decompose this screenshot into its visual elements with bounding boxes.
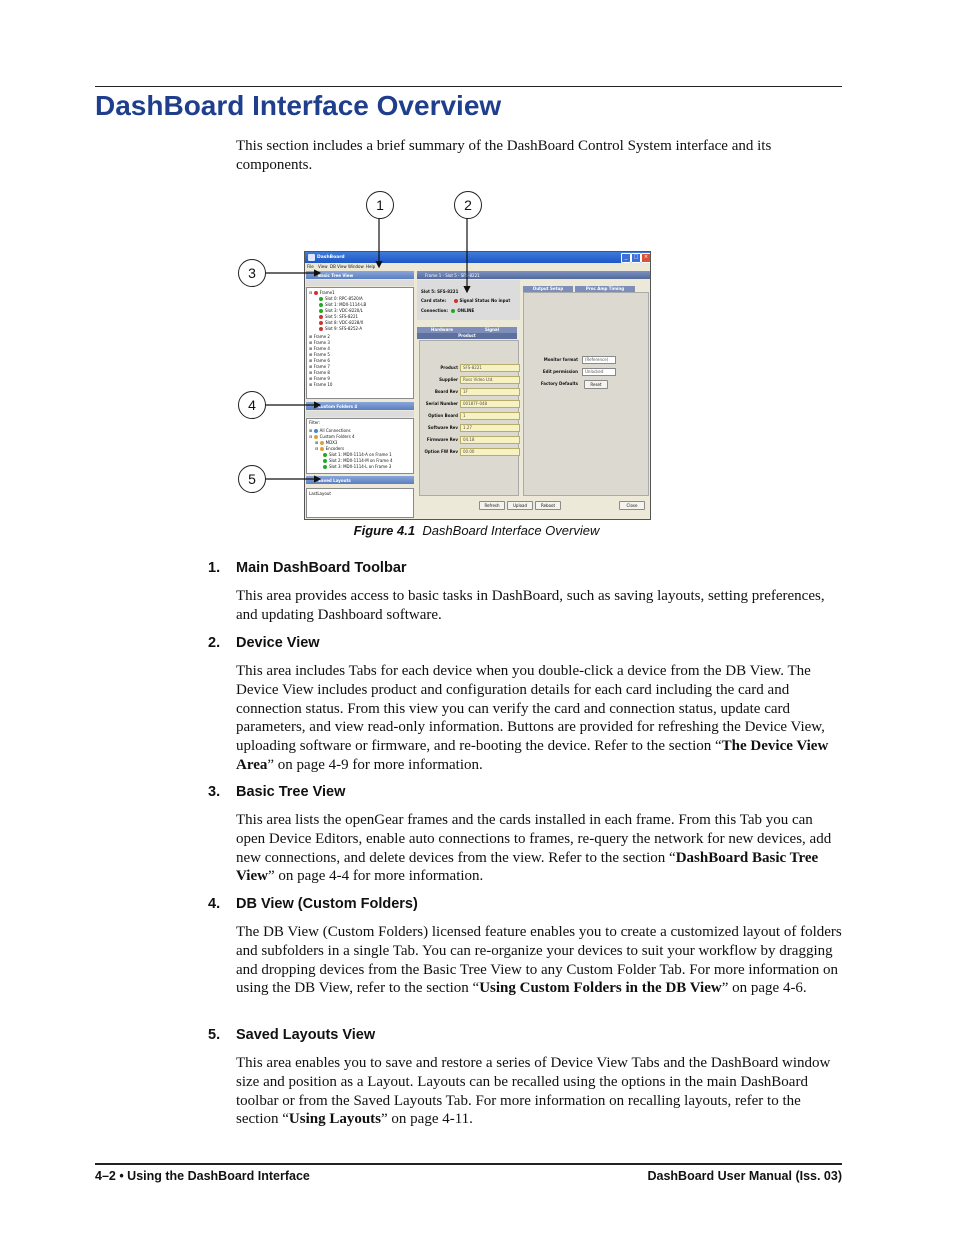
saved-layouts-pane <box>306 488 414 518</box>
footer-right: DashBoard User Manual (Iss. 03) <box>647 1169 842 1183</box>
tab-hardware: Hardware <box>417 327 467 333</box>
section-heading-1: 1. Main DashBoard Toolbar <box>208 560 407 576</box>
tree-row: ⊟ Custom Folders 4 <box>309 434 355 439</box>
tree-row: Slot 9: SFS-8252-A <box>319 326 362 331</box>
device-button-bar <box>417 497 650 519</box>
field-value: 00.00 <box>460 448 520 456</box>
field-value: 04.18 <box>460 436 520 444</box>
field-value: 1F <box>460 388 520 396</box>
tree-row: ⊞ Frame 9 <box>309 376 330 381</box>
tab-output-setup: Output Setup <box>523 286 573 292</box>
section-text-1: This area provides access to basic tasks in DashBoard, such as saving layouts, setting preferences, and updating Dashboard software. <box>236 588 825 623</box>
tree-row: Slot 8: VDC-8228/X <box>319 320 363 325</box>
card-state: Card state: Signal Status No input <box>421 298 511 303</box>
saved-layout-item: LastLayout <box>309 491 331 496</box>
close-button: Close <box>619 501 645 510</box>
tree-row: ⊟ Frame1 <box>309 290 335 295</box>
field-value: SFS-8221 <box>460 364 520 372</box>
menu-file: File <box>307 264 314 269</box>
custom-folders-pane <box>306 418 414 474</box>
saved-layouts-header <box>306 476 414 484</box>
upload-button: Upload <box>507 501 533 510</box>
setting-label: Edit permission <box>542 369 578 374</box>
field-value: 1 <box>460 412 520 420</box>
section-heading-2: 2. Device View <box>208 635 320 651</box>
app-logo-icon <box>308 254 315 261</box>
footer-left: 4–2 • Using the DashBoard Interface <box>95 1169 310 1183</box>
basic-tree-header <box>306 271 414 279</box>
custom-folders-header <box>306 402 414 410</box>
field-label: Firmware Rev <box>426 437 458 442</box>
tree-row: ⊞ Frame 10 <box>309 382 333 387</box>
basic-tree-title: Basic Tree View <box>318 273 354 278</box>
saved-layouts-title: Saved Layouts <box>318 478 351 483</box>
tree-row: Slot 1: MDX-1114-A on Frame 1 <box>323 452 392 457</box>
page-title: DashBoard Interface Overview <box>95 90 502 121</box>
device-info-panel <box>417 280 520 320</box>
section-heading-4: 4. DB View (Custom Folders) <box>208 896 418 912</box>
field-label: Serial Number <box>425 401 458 406</box>
tree-row: ⊞ MDX3 <box>315 440 338 445</box>
device-tab-label: Frame 1 - Slot 5 - SFS-8221 <box>425 273 480 278</box>
tree-row: ⊞ Frame 6 <box>309 358 330 363</box>
field-value: 1.27 <box>460 424 520 432</box>
close-icon: × <box>641 253 651 263</box>
figure-caption-text: DashBoard Interface Overview <box>422 523 600 538</box>
tree-row: Slot 0: RPC-8520/A <box>319 296 363 301</box>
connection-state: Connection: ONLINE <box>421 308 475 313</box>
device-tab-header <box>417 271 650 279</box>
tree-row: ⊞ Frame 5 <box>309 352 330 357</box>
reset-button: Reset <box>584 380 608 389</box>
tree-row: ⊞ Frame 3 <box>309 340 330 345</box>
field-label: Software Rev <box>427 425 458 430</box>
callout-2: 2 <box>454 191 482 219</box>
main-menubar <box>305 263 650 270</box>
edit-permission-select: Unlocked <box>582 368 616 376</box>
basic-tree-toolbar <box>306 280 414 286</box>
section-text-4: The DB View (Custom Folders) licensed feature enables you to create a customized layout of folders and subfolders in a single Tab. You can re-organize your devices to suit your workflow by dragging and dropping devices from the Basic Tree View to any Custom Folder Tab. For more information on using the DB View, refer to the section “Using Custom Folders in the DB View” on page 4-6. <box>236 924 842 997</box>
window-title: DashBoard <box>317 255 345 260</box>
section-text-5: This area enables you to save and restore a series of Device View Tabs and the DashBoard window size and position as a Layout. Layouts can be recalled using the options in the main DashBoard toolbar or from the Saved Layouts Tab. For more information on recalling layouts, refer to the section “Using Layouts” on page 4-11. <box>236 1055 831 1128</box>
field-label: Option Board <box>428 413 458 418</box>
tree-row: ⊟ Encoders <box>315 446 345 451</box>
callout-1: 1 <box>366 191 394 219</box>
tree-row: Slot 5: SFS-8221 <box>319 314 358 319</box>
custom-folders-toolbar <box>306 411 414 417</box>
setting-label: Factory Defaults <box>540 381 578 386</box>
field-label: Board Rev <box>434 389 458 394</box>
tab-proc-amp-timing: Proc Amp Timing <box>575 286 635 292</box>
section-text-2: This area includes Tabs for each device when you double-click a device from the DB View. The Device View includes product and configuration details for each card including the card and connection status. From this view you can verify the card and connection status, update card parameters, and view read-only information. Buttons are provided for refreshing the Device View, uploading software or firmware, and re-booting the device. Refer to the section “The Device View Area” on page 4-9 for more information. <box>236 663 829 773</box>
product-panel <box>419 340 519 496</box>
minimize-icon: _ <box>621 253 631 263</box>
tab-product: Product <box>417 333 517 339</box>
tree-row: Slot 2: MDX-1114-M on Frame 4 <box>323 458 393 463</box>
device-slot: Slot 5: SFS-8221 <box>421 289 459 294</box>
field-label: Supplier <box>439 377 458 382</box>
custom-folders-title: Custom Folders 4 <box>318 404 358 409</box>
tree-row: ⊞ Frame 2 <box>309 334 330 339</box>
section-text-3: This area lists the openGear frames and the cards installed in each frame. From this Tab you can open Device Editors, enable auto connections to frames, re-query the network for new devices, add new connections, and delete devices from the view. Refer to the section “DashBoard Basic Tree View” on page 4-4 for more information. <box>236 812 832 885</box>
window-titlebar <box>305 252 650 263</box>
callout-5: 5 <box>238 465 266 493</box>
field-value: 00187F-048 <box>460 400 520 408</box>
callout-4: 4 <box>238 391 266 419</box>
menu-window: Window <box>348 264 364 269</box>
tree-row: Slot 1: MDX-1114-LB <box>319 302 366 307</box>
tree-row: Slot 3: MDX-1114-L on Frame 3 <box>323 464 391 469</box>
section-heading-5: 5. Saved Layouts View <box>208 1027 376 1043</box>
refresh-button: Refresh <box>479 501 505 510</box>
field-value: Ross Video Ltd. <box>460 376 520 384</box>
tree-row: ⊞ Frame 7 <box>309 364 330 369</box>
tree-row: ⊞ All Connections <box>309 428 351 433</box>
section-heading-3: 3. Basic Tree View <box>208 784 346 800</box>
menu-view: View <box>318 264 328 269</box>
field-label: Option FW Rev <box>424 449 458 454</box>
callout-3: 3 <box>238 259 266 287</box>
intro-paragraph: This section includes a brief summary of the DashBoard Control System interface and its components. <box>236 138 772 173</box>
bottom-rule <box>95 1163 842 1165</box>
menu-db-view: DB View <box>330 264 347 269</box>
tab-signal: Signal <box>467 327 517 333</box>
basic-tree-pane <box>306 287 414 399</box>
maximize-icon: □ <box>631 253 641 263</box>
figure-label: Figure 4.1 <box>353 523 416 538</box>
dashboard-screenshot <box>304 251 651 520</box>
tree-row: Slot 3: VDC-8220/L <box>319 308 363 313</box>
reboot-button: Reboot <box>535 501 561 510</box>
menu-help: Help <box>366 264 376 269</box>
monitor-format-select: (Reference) <box>582 356 616 364</box>
settings-panel <box>523 292 649 496</box>
tree-row: ⊞ Frame 8 <box>309 370 330 375</box>
setting-label: Monitor format <box>543 357 578 362</box>
field-label: Product <box>440 365 458 370</box>
filter-label: Filter: <box>309 420 321 425</box>
tree-row: ⊞ Frame 4 <box>309 346 330 351</box>
figure-caption <box>304 523 649 538</box>
